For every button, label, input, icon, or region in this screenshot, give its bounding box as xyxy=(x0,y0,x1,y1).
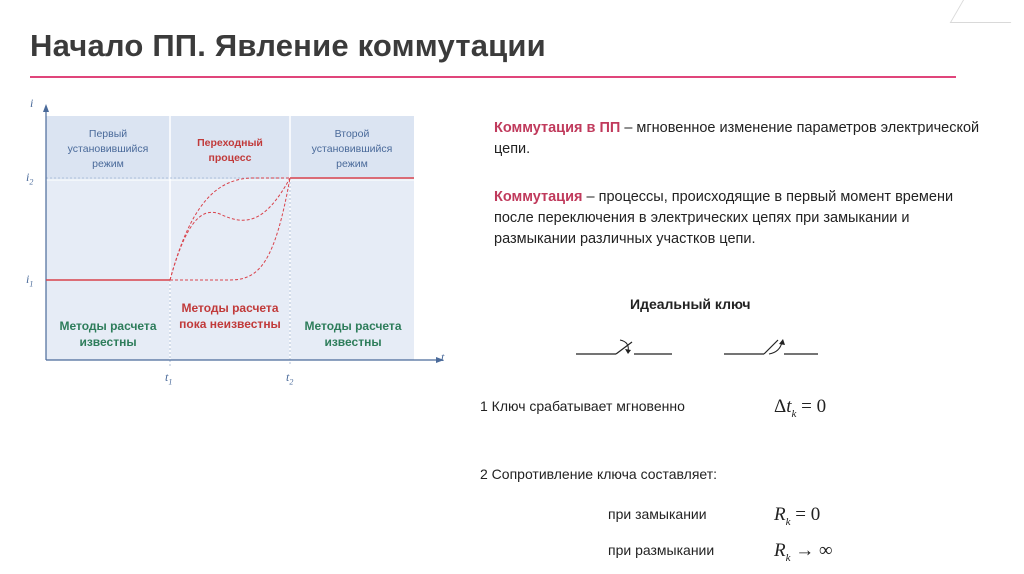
switch-symbols-canvas xyxy=(572,330,842,364)
closing-label: при замыкании xyxy=(608,506,707,522)
y-axis-arrow xyxy=(43,104,49,112)
axis-i-label: i xyxy=(30,96,34,110)
closing-switch-symbol xyxy=(576,340,672,354)
zone3-bottom-label: Методы расчета известны xyxy=(304,319,402,349)
property-2-text: 2 Сопротивление ключа составляет: xyxy=(480,466,718,482)
t1-label: $t_1$ xyxy=(165,370,173,387)
slide-corner-decoration xyxy=(950,0,1024,23)
title-underline xyxy=(30,76,956,78)
zone2-top-label: Переходный процесс xyxy=(197,137,263,164)
definition-2-term: Коммутация xyxy=(494,189,583,205)
transient-diagram xyxy=(20,96,450,396)
definition-1 xyxy=(494,118,984,160)
zone1-top-label: Первый установившийся режим xyxy=(67,128,149,170)
zone1-bottom-label: Методы расчета известны xyxy=(59,319,157,349)
ideal-key-title: Идеальный ключ xyxy=(630,296,751,312)
definition-2 xyxy=(494,187,984,250)
opening-label: при размыкании xyxy=(608,542,715,558)
definition-2-text: – процессы, происходящие в первый момент времени после переключения в электрических цепях при замыкании и размыкании различных участков цепи. xyxy=(494,189,954,247)
definition-1-text: – мгновенное изменение параметров электрической цепи. xyxy=(494,120,980,157)
i2-label: $i_2$ xyxy=(26,170,34,187)
zone3-top-label: Второй установившийся режим xyxy=(311,128,393,170)
i1-label: $i_1$ xyxy=(26,272,34,289)
slide-title: Начало ПП. Явление коммутации xyxy=(30,28,546,63)
formula-rk-closing: $R_k = 0$ xyxy=(774,504,821,528)
switch-symbols xyxy=(572,330,842,369)
definition-1-term: Коммутация в ПП xyxy=(494,120,621,136)
formula-rk-opening: $R_k$ → ∞ xyxy=(774,540,833,564)
property-1-text: 1 Ключ срабатывает мгновенно xyxy=(480,398,685,414)
zone2-bottom-label: Методы расчета пока неизвестны xyxy=(179,301,281,331)
opening-switch-symbol xyxy=(724,339,818,354)
formula-delta-t: $\Delta t_k = 0$ xyxy=(774,396,827,420)
axis-t-label: t xyxy=(441,350,445,364)
t2-label: $t_2$ xyxy=(286,370,294,387)
